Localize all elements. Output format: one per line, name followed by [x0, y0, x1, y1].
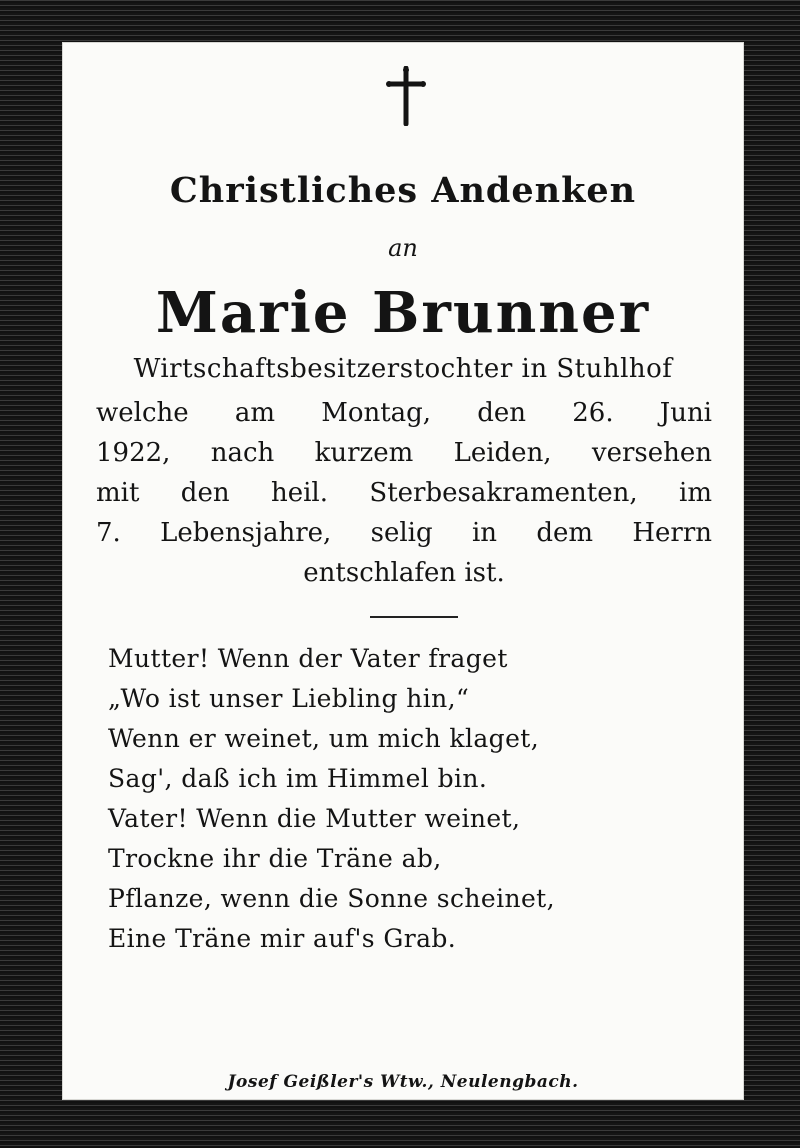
card-title: Christliches Andenken	[169, 170, 637, 211]
connector-word: an	[388, 234, 418, 262]
divider-rule	[370, 616, 458, 618]
text-line: entschlafen ist.	[303, 558, 505, 588]
cross-icon	[384, 66, 428, 126]
poem-line: Vater! Wenn die Mutter weinet,	[108, 804, 521, 833]
occupation-line: Wirtschaftsbesitzerstochter in Stuhlhof	[133, 354, 673, 384]
text-line: 7. Lebensjahre, selig in dem Herrn	[96, 518, 712, 548]
poem-line: Mutter! Wenn der Vater fraget	[108, 644, 508, 673]
text-line: 1922, nach kurzem Leiden, versehen	[96, 438, 712, 468]
text-line: welche am Montag, den 26. Juni	[96, 398, 712, 428]
poem-line: Wenn er weinet, um mich klaget,	[108, 724, 540, 753]
poem-line: Eine Träne mir auf's Grab.	[108, 924, 457, 953]
text-line: mit den heil. Sterbesakramenten, im	[96, 478, 712, 508]
deceased-name: Marie Brunner	[155, 280, 651, 346]
poem-line: Sag', daß ich im Himmel bin.	[108, 764, 488, 793]
printer-imprint: Josef Geißler's Wtw., Neulengbach.	[227, 1072, 579, 1092]
memorial-card	[62, 42, 744, 1100]
poem-line: Pflanze, wenn die Sonne scheinet,	[108, 884, 555, 913]
poem-line: Trockne ihr die Träne ab,	[108, 844, 442, 873]
poem-line: „Wo ist unser Liebling hin,“	[108, 684, 470, 713]
